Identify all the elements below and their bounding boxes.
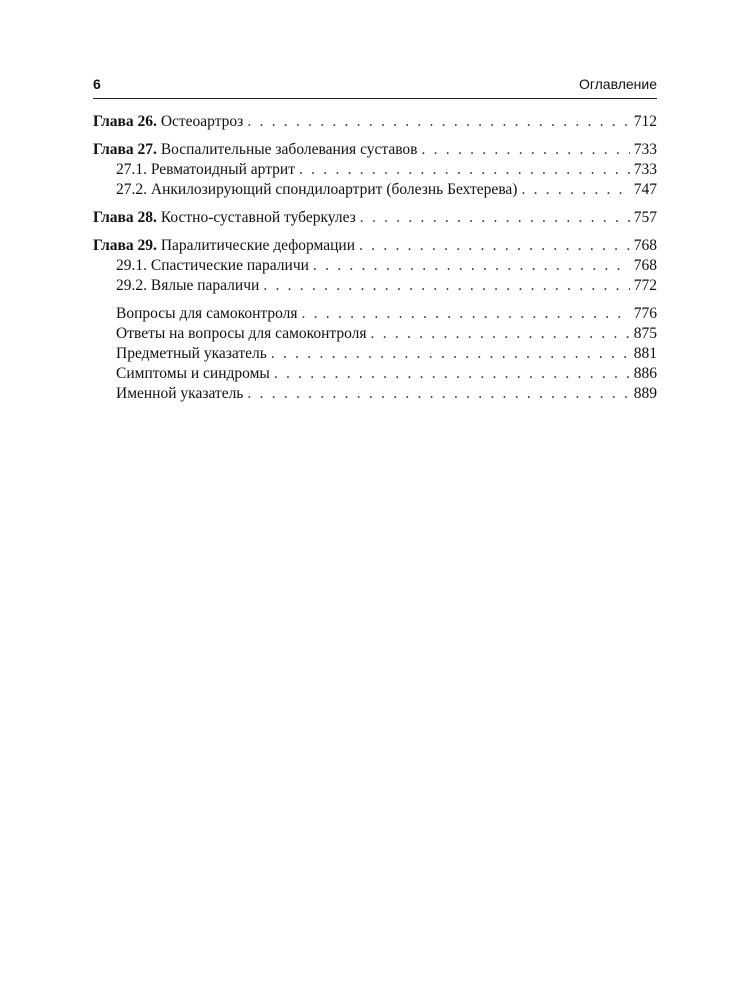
toc-page-number: 881 [633, 345, 657, 362]
chapter-prefix: Глава 29. [93, 237, 157, 254]
leader-dots [521, 180, 629, 200]
toc-group-chapter-27 [93, 140, 657, 200]
section-title: 27.1. Ревматоидный артрит [116, 161, 295, 178]
toc-group-back-matter [93, 304, 657, 404]
toc-entry-symptoms-syndromes[interactable] [93, 364, 657, 384]
leader-dots [263, 276, 629, 296]
toc-entry-label [93, 112, 243, 132]
toc-entry-label [93, 236, 355, 256]
back-matter-title: Предметный указатель [116, 345, 267, 362]
chapter-prefix: Глава 28. [93, 209, 157, 226]
chapter-title: Паралитические деформации [160, 237, 356, 254]
back-matter-title: Именной указатель [116, 385, 244, 402]
toc-page-number: 776 [633, 305, 657, 322]
leader-dots [313, 256, 630, 276]
leader-dots [247, 384, 629, 404]
leader-dots [360, 208, 630, 228]
back-matter-title: Вопросы для самоконтроля [116, 305, 298, 322]
toc-entry-self-check-answers[interactable] [93, 324, 657, 344]
leader-dots [359, 236, 630, 256]
toc-page-number: 886 [633, 365, 657, 382]
toc-entry-chapter-29[interactable] [93, 236, 657, 256]
header-rule [93, 98, 657, 99]
toc-page-number: 889 [633, 385, 657, 402]
table-of-contents [93, 112, 657, 404]
toc-entry-section-27-2[interactable] [93, 180, 657, 200]
toc-entry-chapter-28[interactable] [93, 208, 657, 228]
toc-entry-self-check-questions[interactable] [93, 304, 657, 324]
toc-page-number: 875 [633, 325, 657, 342]
section-title: 29.1. Спастические параличи [116, 257, 309, 274]
toc-page-number: 768 [633, 257, 657, 274]
chapter-title: Воспалительные заболевания суставов [160, 141, 418, 158]
toc-group-chapter-29 [93, 236, 657, 296]
leader-dots [247, 112, 629, 132]
toc-entry-subject-index[interactable] [93, 344, 657, 364]
toc-page-number: 772 [633, 277, 657, 294]
chapter-prefix: Глава 26. [93, 113, 157, 130]
leader-dots [274, 364, 630, 384]
toc-group-chapter-28 [93, 208, 657, 228]
toc-page-number: 757 [633, 209, 657, 226]
chapter-title: Остеоартроз [160, 113, 244, 130]
toc-entry-chapter-26[interactable] [93, 112, 657, 132]
toc-page-number: 733 [633, 161, 657, 178]
running-head [93, 73, 657, 95]
toc-entry-label [93, 140, 418, 160]
leader-dots [371, 324, 630, 344]
leader-dots [271, 344, 630, 364]
toc-page-number: 712 [633, 113, 657, 130]
toc-page-number: 747 [633, 181, 657, 198]
leader-dots [301, 304, 629, 324]
toc-entry-section-27-1[interactable] [93, 160, 657, 180]
chapter-prefix: Глава 27. [93, 141, 157, 158]
toc-entry-label [93, 208, 356, 228]
toc-entry-section-29-1[interactable] [93, 256, 657, 276]
toc-page-number: 768 [633, 237, 657, 254]
toc-group-chapter-26 [93, 112, 657, 132]
toc-entry-name-index[interactable] [93, 384, 657, 404]
section-title: 29.2. Вялые параличи [116, 277, 260, 294]
leader-dots [422, 140, 630, 160]
back-matter-title: Симптомы и синдромы [116, 365, 270, 382]
section-title: 27.2. Анкилозирующий спондилоартрит (болезнь Бехтерева) [116, 181, 518, 198]
toc-entry-chapter-27[interactable] [93, 140, 657, 160]
back-matter-title: Ответы на вопросы для самоконтроля [116, 325, 367, 342]
running-head-title: Оглавление [578, 76, 657, 92]
toc-page-number: 733 [633, 141, 657, 158]
chapter-title: Костно-суставной туберкулез [160, 209, 356, 226]
page-number: 6 [93, 76, 101, 92]
toc-entry-section-29-2[interactable] [93, 276, 657, 296]
leader-dots [299, 160, 630, 180]
